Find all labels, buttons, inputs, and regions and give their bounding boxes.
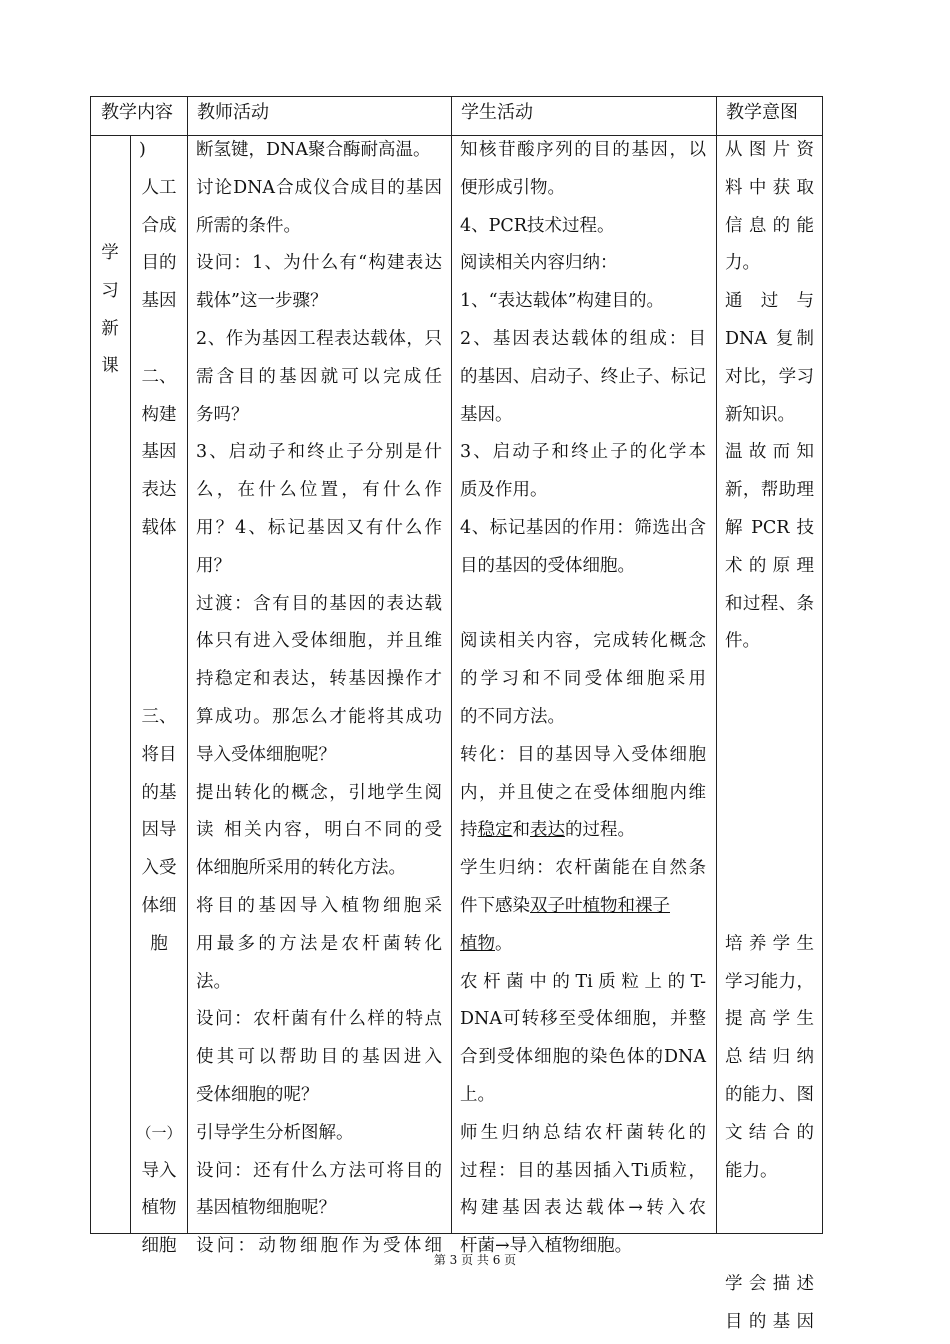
subsection-line: 基因 [141,442,177,463]
intent-line: 学习能力， [725,971,814,992]
student-line: DNA可转移至受体细胞，并整 [460,1009,706,1030]
intent-line: 件。 [725,631,760,652]
section-label-char: 习 [101,280,119,301]
student-line: 内，并且使之在受体细胞内维 [460,782,706,803]
subsection-line: 合成 [141,215,177,236]
student-line: 农杆菌中的Ti质粒上的T- [460,971,706,992]
underlined-term-stable: 稳定 [477,820,513,841]
teacher-line: 算成功。那怎么才能将其成功 [196,706,442,727]
teacher-line: 引导学生分析图解。 [196,1122,354,1143]
subsection-line: 入受 [141,858,177,879]
intent-line: 料中获取 [725,177,814,198]
header-content: 教学内容 [101,102,173,123]
student-line: 的学习和不同受体细胞采用 [460,669,706,690]
subsection-line: ) [139,140,146,160]
subsection-line [131,321,187,359]
student-line: 1、“表达载体”构建目的。 [460,291,665,312]
subsection-line: 基因 [141,291,177,312]
intent-line [725,661,814,699]
blank-line [460,586,706,624]
intent-line [725,699,814,737]
student-line: 便形成引物。 [460,177,565,198]
intent-line: 文结合的 [725,1122,814,1143]
teacher-line: 3、启动子和终止子分别是什 [196,442,442,463]
subsection-line: 细胞 [141,1236,177,1257]
subsection-line: 表达 [141,480,177,501]
intent-line [725,812,814,850]
teacher-line: 过渡：含有目的基因的表达载 [196,593,442,614]
teacher-line: 体只有进入受体细胞，并且维 [196,631,442,652]
teacher-line: 设问：还有什么方法可将目的 [196,1160,442,1181]
subsection-line: 构建 [141,404,177,425]
teacher-activity-cell [196,132,442,1266]
teacher-line: 用最多的方法是农杆菌转化 [196,933,442,954]
subsection-headings [131,132,187,1266]
student-line: 3、启动子和终止子的化学本 [460,442,706,463]
underlined-plants-a: 双子叶植物和裸子 [530,895,670,916]
intent-line: 能力。 [725,1160,778,1181]
teaching-intent-cell [725,132,814,1342]
intent-line: 对比，学习 [725,366,814,387]
subsection-line [131,964,187,1002]
teacher-line: 法。 [196,971,231,992]
student-line: 目的基因的受体细胞。 [460,555,635,576]
intent-line [725,850,814,888]
intent-line: 提高学生 [725,1009,814,1030]
subsection-line: 人工 [141,177,177,198]
student-line: 学生归纳：农杆菌能在自然条 [460,858,706,879]
header-teacher: 教师活动 [197,102,269,123]
teacher-line: 断氢键，DNA聚合酶耐高温。 [196,140,431,160]
subsection-line [131,1039,187,1077]
student-line: 上。 [460,1084,495,1105]
table-top-border [90,96,823,97]
column-divider-1 [187,96,188,1234]
text-span: 件下感染 [460,895,530,916]
teacher-line: 体细胞所采用的转化方法。 [196,858,406,879]
teacher-line: 务吗？ [196,404,249,425]
intent-line: 培养学生 [725,933,814,954]
intent-line: 新，帮助理 [725,480,814,501]
student-line: 构建基因表达载体→转入农 [460,1198,706,1219]
intent-line: 总结归纳 [725,1047,814,1068]
subsection-line: （一） [136,1123,182,1142]
student-line: 过程：目的基因插入Ti质粒， [460,1160,706,1181]
subsection-line [131,623,187,661]
student-activity-cell [460,132,706,1266]
intent-line [725,888,814,926]
column-divider-3 [716,96,717,1234]
teacher-line: 讨论DNA合成仪合成目的基因 [196,177,442,198]
subsection-line: 载体 [141,517,177,538]
intent-line: DNA 复制 [725,328,814,349]
student-line: 质及作用。 [460,480,548,501]
section-label-char: 新 [101,318,119,339]
student-line: 杆菌→导入植物细胞。 [460,1236,633,1257]
teacher-line: 设问：1、为什么有“构建表达 [196,253,442,274]
student-line-infection [460,888,706,926]
teacher-line: 读 相关内容，明白不同的受 [196,820,442,841]
text-span: 和 [512,820,530,841]
subsection-line [131,586,187,624]
teacher-line: 所需的条件。 [196,215,301,236]
student-line-plants [460,926,706,964]
subsection-line: 的基 [141,782,177,803]
teacher-line: 受体细胞的呢？ [196,1084,319,1105]
intent-line: 力。 [725,253,760,274]
subsection-line [131,1001,187,1039]
student-line: 合到受体细胞的染色体的DNA [460,1047,706,1068]
intent-line: 的能力、图 [725,1084,814,1105]
teacher-line: 持稳定和表达，转基因操作才 [196,669,442,690]
student-line: 阅读相关内容，完成转化概念 [460,631,706,652]
student-line: 阅读相关内容归纳： [460,253,618,274]
intent-line [725,1190,814,1228]
intent-line: 解 PCR 技 [725,517,814,538]
teacher-line: 么，在什么位置，有什么作 [196,480,442,501]
underlined-term-expression: 表达 [530,820,565,841]
text-span: 的过程。 [565,820,635,841]
table-right-border [822,96,823,1234]
section-label [90,235,130,386]
student-line: 基因。 [460,404,513,425]
student-line: 知核苷酸序列的目的基因，以 [460,140,706,160]
teacher-line: 用？4、标记基因又有什么作 [196,517,442,538]
subsection-line: 二、 [141,366,177,387]
student-line: 4、PCR技术过程。 [460,215,615,236]
teacher-line: 需含目的基因就可以完成任 [196,366,442,387]
teacher-line: 设问：动物细胞作为受体细 [196,1236,442,1257]
student-line: 2、基因表达载体的组成：目 [460,328,706,349]
teacher-line: 载体”这一步骤？ [196,291,328,312]
page-number-footer: 第 3 页 共 6 页 [433,1253,517,1267]
teacher-line: 将目的基因导入植物细胞采 [196,895,442,916]
subsection-line: 体细 [141,895,177,916]
intent-line: 学会描述 [725,1273,814,1294]
subsection-line: 因导 [141,820,177,841]
student-line: 4、标记基因的作用：筛选出含 [460,517,706,538]
underlined-plants-b: 植物 [460,933,495,954]
section-label-char: 学 [101,243,119,263]
teacher-line: 2、作为基因工程表达载体，只 [196,328,442,349]
teacher-line: 提出转化的概念，引地学生阅 [196,782,442,803]
subsection-line: 植物 [141,1198,177,1219]
section-label-char: 课 [101,356,119,377]
intent-line: 信息的能 [725,215,814,236]
intent-line [725,737,814,775]
intent-line: 术的原理 [725,555,814,576]
student-line: 的不同方法。 [460,706,565,727]
intent-line: 温故而知 [725,442,814,463]
subsection-line: 将目 [141,744,177,765]
intent-line: 目的基因 [725,1311,814,1332]
teacher-line: 导入受体细胞呢？ [196,744,336,765]
subsection-line: 目的 [141,253,177,274]
subsection-line: 导入 [141,1160,177,1181]
student-line-definition [460,812,706,850]
student-line: 转化：目的基因导入受体细胞 [460,744,706,765]
header-intent: 教学意图 [726,102,798,123]
subsection-line: 胞 [150,933,168,954]
text-span: 。 [495,933,513,954]
teacher-line: 使其可以帮助目的基因进入 [196,1047,442,1068]
teacher-line: 基因植物细胞呢？ [196,1198,336,1219]
student-line: 师生归纳总结农杆菌转化的 [460,1122,706,1143]
teacher-line: 设问：农杆菌有什么样的特点 [196,1009,442,1030]
intent-line: 和过程、条 [725,593,814,614]
intent-line: 通过与 [725,291,814,312]
student-line: 的基因、启动子、终止子、标记 [460,366,706,387]
intent-line: 从图片资 [725,140,814,160]
subsection-line [131,1077,187,1115]
teacher-line: 用？ [196,555,231,576]
text-span: 持 [460,820,478,841]
subsection-line [131,548,187,586]
intent-line: 新知识。 [725,404,795,425]
column-divider-2 [451,96,452,1234]
subsection-line [131,661,187,699]
header-student: 学生活动 [461,102,533,123]
subsection-line: 三、 [141,706,177,727]
intent-line [725,775,814,813]
